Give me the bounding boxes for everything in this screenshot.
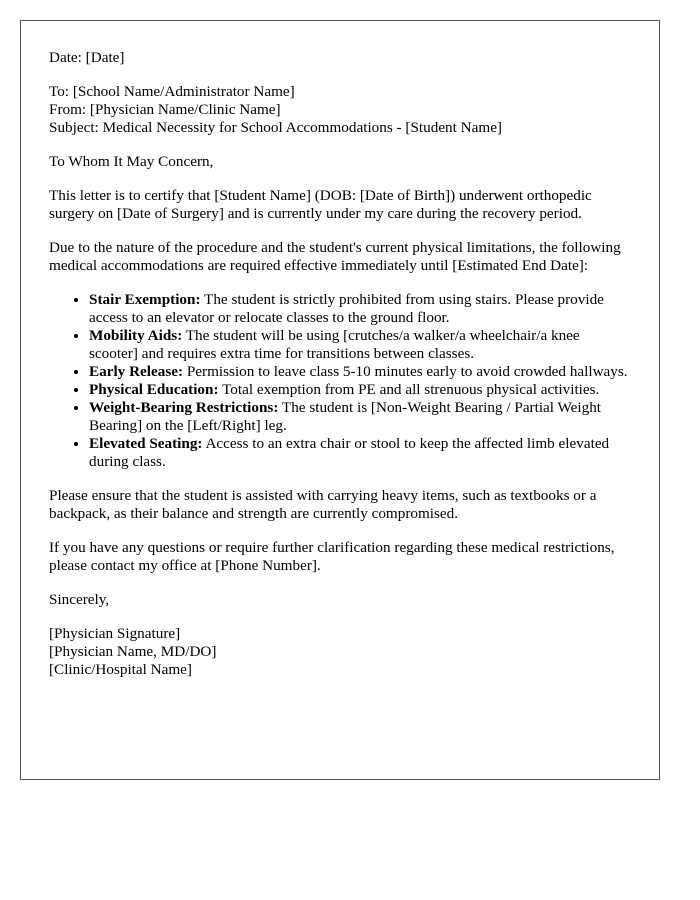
- list-item: [89, 291, 631, 327]
- subject-line: Subject: Medical Necessity for School Accommodations - [Student Name]: [49, 119, 502, 136]
- list-item: [89, 399, 631, 435]
- accommodation-term: Weight-Bearing Restrictions:: [89, 399, 279, 416]
- accommodation-term: Physical Education:: [89, 381, 219, 398]
- contact-paragraph: If you have any questions or require further clarification regarding these medical restrictions, please contact my office at [Phone Number].: [49, 539, 615, 574]
- accommodation-term: Early Release:: [89, 363, 184, 380]
- accommodation-text: The student is strictly prohibited from using stairs. Please provide access to an elevator or relocate classes to the ground floor.: [89, 291, 604, 326]
- assistance-paragraph: Please ensure that the student is assisted with carrying heavy items, such as textbooks or a backpack, as their balance and strength are currently compromised.: [49, 487, 597, 522]
- lead-in-paragraph: Due to the nature of the procedure and the student's current physical limitations, the following medical accommodations are required effective immediately until [Estimated End Date]:: [49, 239, 621, 274]
- closing: Sincerely,: [49, 591, 110, 608]
- accommodation-term: Elevated Seating:: [89, 435, 203, 452]
- accommodations-list: [49, 291, 631, 471]
- accommodation-text: Permission to leave class 5-10 minutes early to avoid crowded hallways.: [183, 363, 628, 380]
- physician-name-line: [Physician Name, MD/DO]: [49, 643, 217, 660]
- list-item: [89, 435, 631, 471]
- accommodation-text: The student is [Non-Weight Bearing / Partial Weight Bearing] on the [Left/Right] leg.: [89, 399, 602, 434]
- accommodation-text: Total exemption from PE and all strenuous physical activities.: [218, 381, 600, 398]
- accommodation-term: Stair Exemption:: [89, 291, 201, 308]
- date-line: Date: [Date]: [49, 49, 125, 66]
- accommodation-text: Access to an extra chair or stool to keep the affected limb elevated during class.: [89, 435, 610, 470]
- letter-header: [49, 83, 631, 137]
- list-item: [89, 363, 631, 381]
- accommodation-text: The student will be using [crutches/a walker/a wheelchair/a knee scooter] and requires extra time for transitions between classes.: [89, 327, 580, 362]
- accommodation-term: Mobility Aids:: [89, 327, 183, 344]
- salutation: To Whom It May Concern,: [49, 153, 214, 170]
- signature-block: [49, 625, 631, 679]
- physician-signature-line: [Physician Signature]: [49, 625, 181, 642]
- list-item: [89, 381, 631, 399]
- list-item: [89, 327, 631, 363]
- from-line: From: [Physician Name/Clinic Name]: [49, 101, 281, 118]
- clinic-name-line: [Clinic/Hospital Name]: [49, 661, 192, 678]
- intro-paragraph: This letter is to certify that [Student Name] (DOB: [Date of Birth]) underwent orthopedic surgery on [Date of Surgery] and is currently under my care during the recovery period.: [49, 187, 592, 222]
- to-line: To: [School Name/Administrator Name]: [49, 83, 295, 100]
- letter-page: [20, 20, 660, 780]
